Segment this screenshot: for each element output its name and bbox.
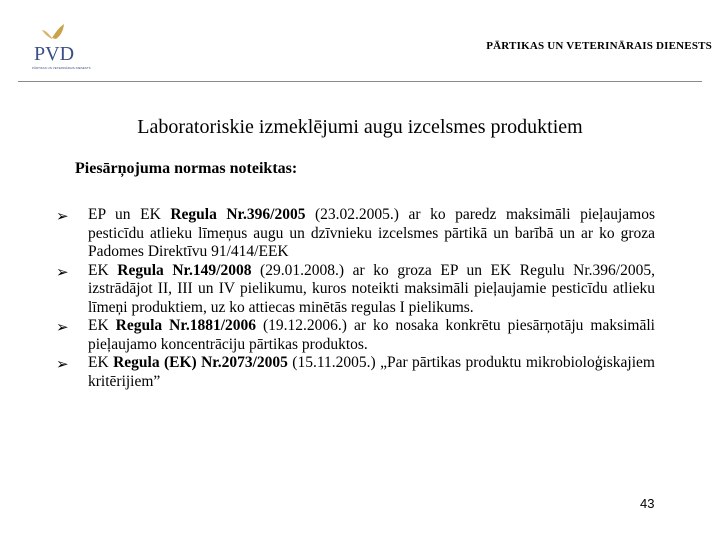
list-item: ➢ EK Regula Nr.1881/2006 (19.12.2006.) ar ko nosaka konkrētu piesārņotāju maksimāli pieļaujamo koncentrāciju pārtikas produktos.: [56, 317, 655, 353]
arrow-bullet-icon: ➢: [56, 207, 69, 225]
list-item: ➢ EP un EK Regula Nr.396/2005 (23.02.2005.) ar ko paredz maksimāli pieļaujamos pesticīdu atlieku līmeņus augu un dzīvnieku izcelsmes pārtikā un barībā un ar ko groza Padomes Direktīvu 91/414/EEK: [56, 206, 655, 260]
logo-subtext: PĀRTIKAS UN VETERINĀRAIS DIENESTS: [32, 66, 91, 70]
regulation-list: [56, 206, 655, 391]
organization-name: PĀRTIKAS UN VETERINĀRAIS DIENESTS: [486, 40, 712, 52]
list-item: ➢ EK Regula (EK) Nr.2073/2005 (15.11.2005.) „Par pārtikas produktu mikrobioloģiskajiem kritērijiem”: [56, 354, 655, 390]
arrow-bullet-icon: ➢: [56, 262, 69, 281]
pvd-logo: [28, 22, 94, 72]
header-divider: [18, 81, 702, 82]
regulation-name: Regula (EK) Nr.2073/2005: [113, 354, 288, 371]
arrow-bullet-icon: ➢: [56, 355, 69, 373]
page-number: 43: [640, 496, 655, 511]
arrow-bullet-icon: ➢: [56, 318, 69, 336]
list-item: ➢ EK Regula Nr.149/2008 (29.01.2008.) ar ko groza EP un EK Regulu Nr.396/2005, izstrādājot II, III un IV pielikumu, kuros noteikti maksimāli pieļaujamie pesticīdu atlieku līmeņi produktiem, uz ko attiecas minētās regulas I pielikums.: [56, 261, 655, 316]
regulation-name: Regula Nr.149/2008: [117, 261, 252, 279]
logo-text: PVD: [34, 43, 75, 65]
regulation-name: Regula Nr.1881/2006: [115, 317, 257, 334]
regulation-name: Regula Nr.396/2005: [170, 206, 306, 223]
leaf-icon: [52, 24, 64, 39]
slide-subtitle: Piesārņojuma normas noteiktas:: [75, 160, 298, 177]
slide-title: Laboratoriskie izmeklējumi augu izcelsmes produktiem: [137, 116, 583, 138]
